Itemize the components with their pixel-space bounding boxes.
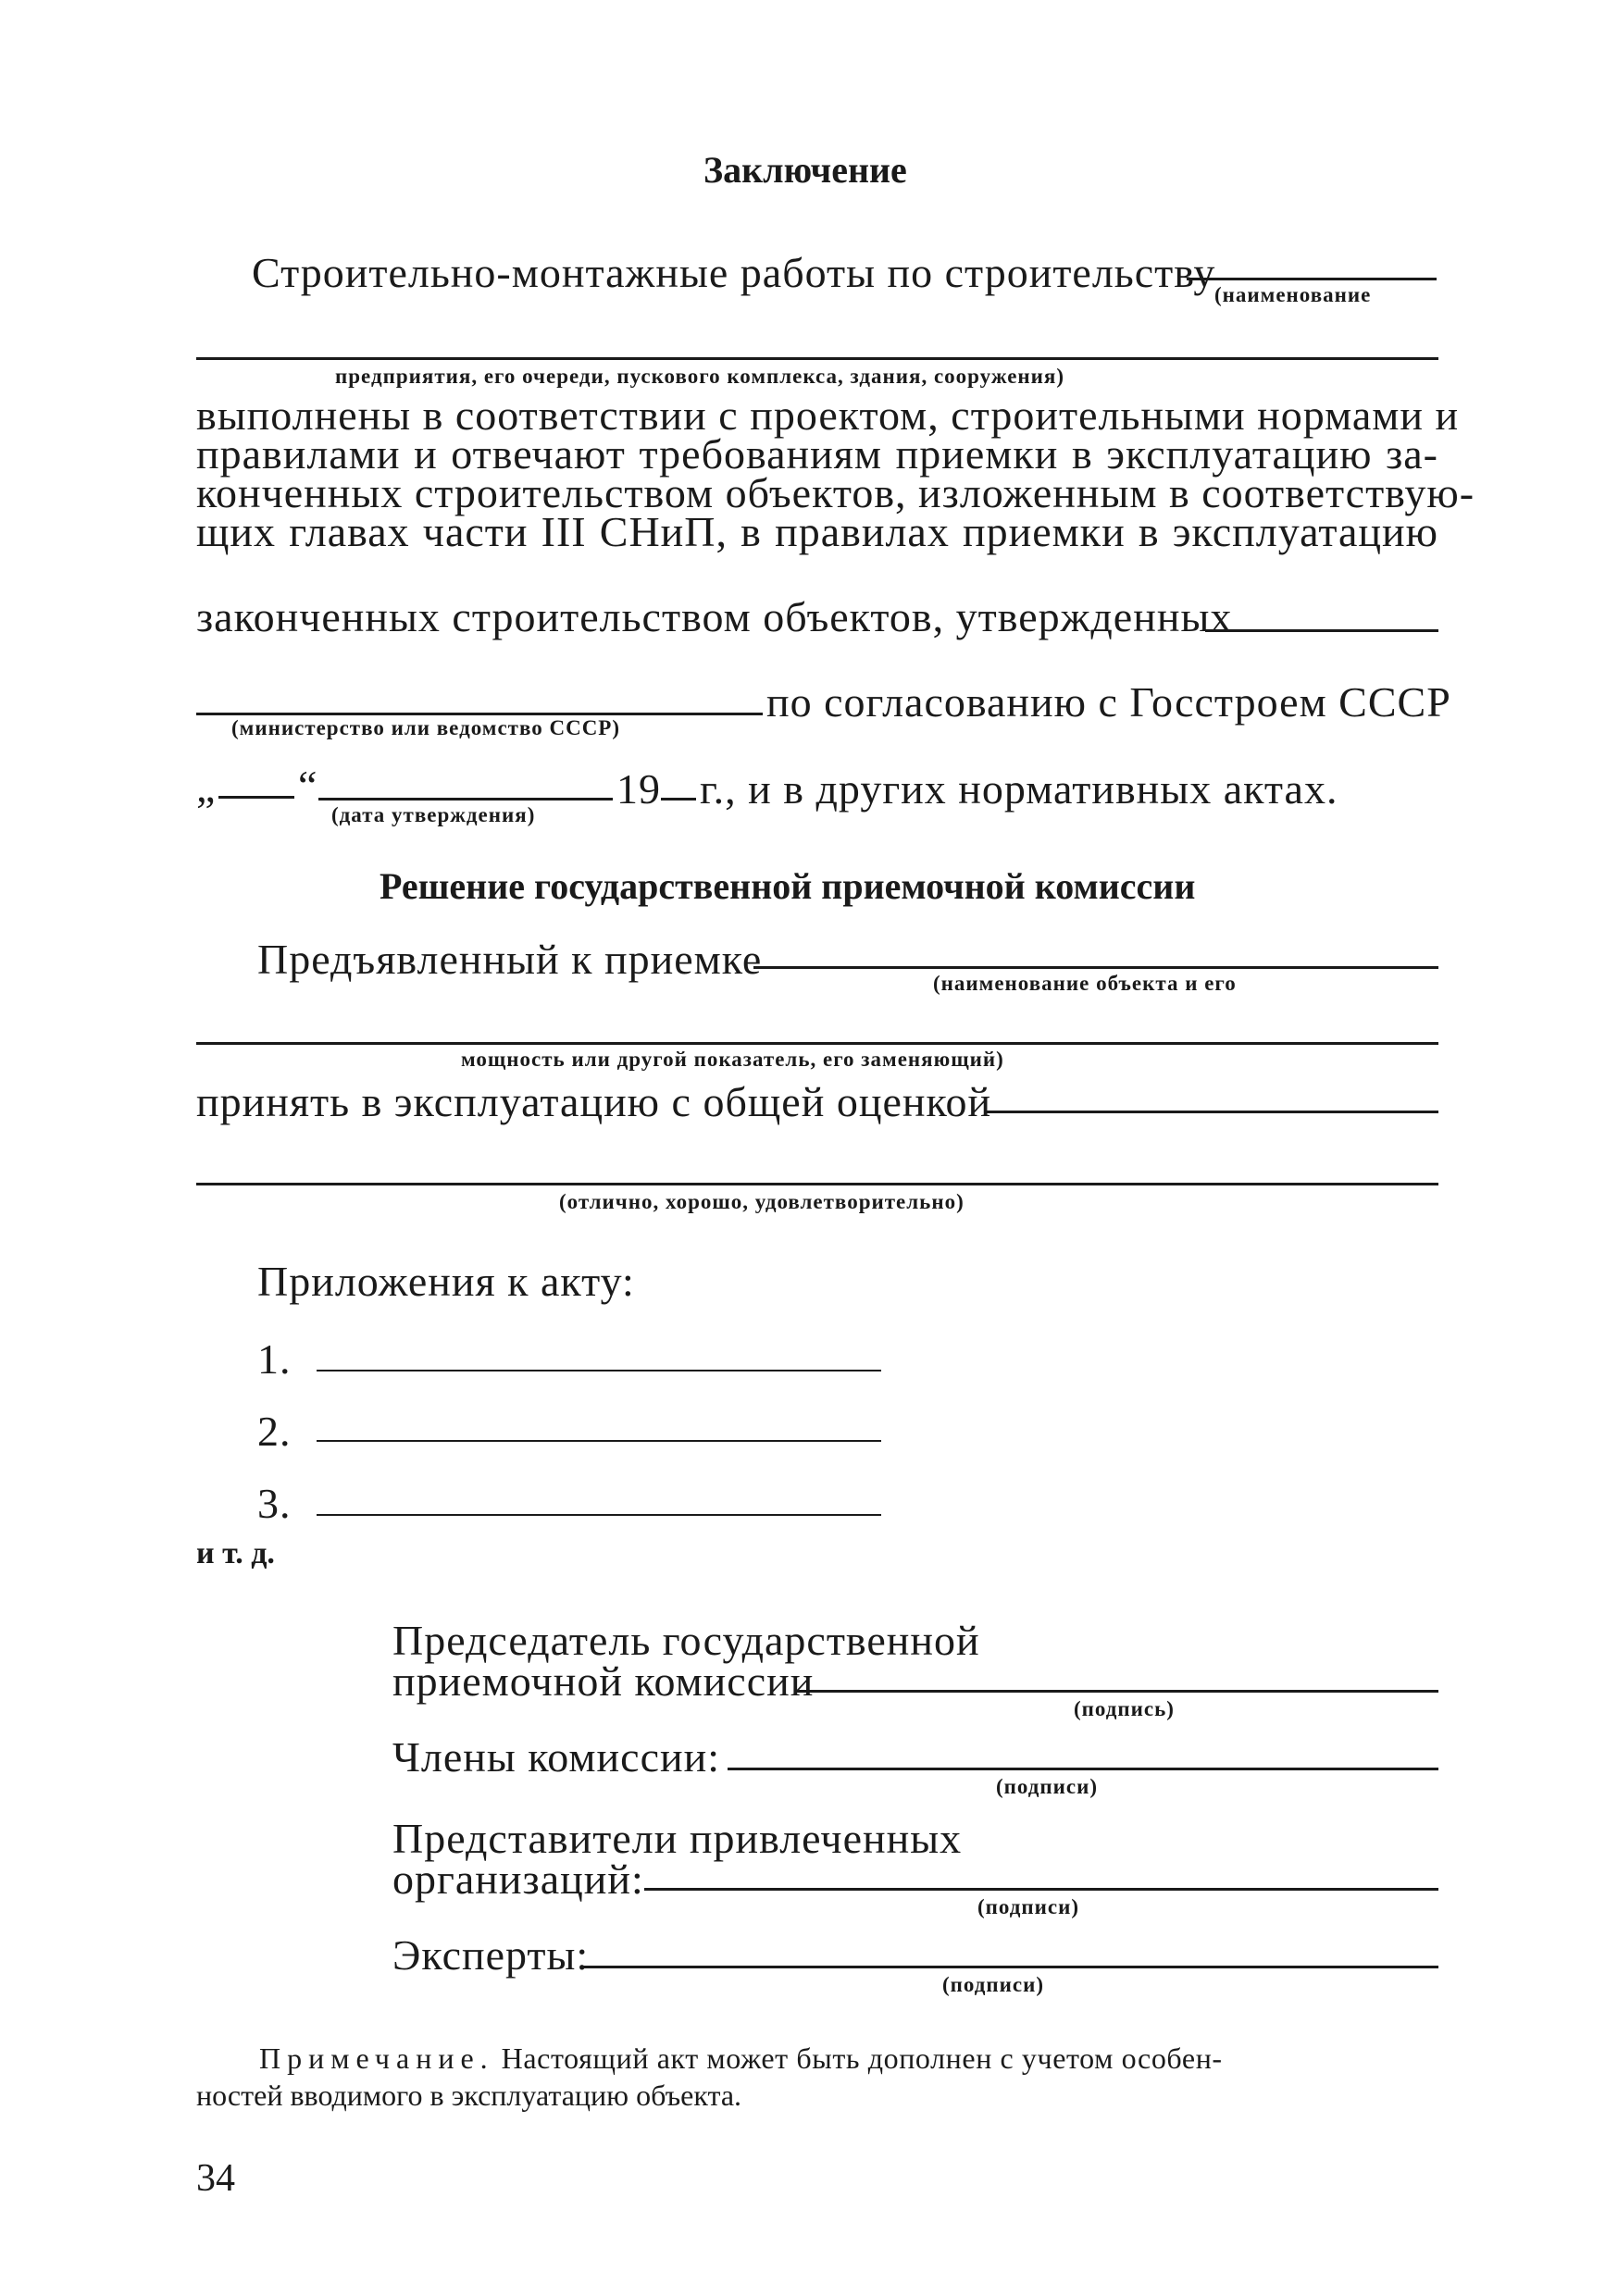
reps-signature-line bbox=[644, 1888, 1438, 1891]
object-caption: предприятия, его очереди, пускового комплекса, здания, сооружения) bbox=[335, 365, 1065, 388]
chairman-line-2: приемочной комиссии bbox=[392, 1657, 815, 1705]
date-year-line bbox=[661, 798, 696, 800]
reps-caption: (подписи) bbox=[977, 1895, 1080, 1918]
body-line-4: щих главах части III СНиП, в правилах приемки в эксплуатацию bbox=[196, 508, 1438, 555]
accept-text: принять в эксплуатацию с общей оценкой bbox=[196, 1078, 992, 1125]
grade-line-2 bbox=[196, 1183, 1438, 1185]
attachments-title: Приложения к акту: bbox=[257, 1258, 635, 1305]
gosstroy-text: по согласованию с Госстроем СССР bbox=[766, 678, 1451, 726]
note-line-1 bbox=[259, 2042, 1438, 2076]
grade-caption: (отлично, хорошо, удовлетворительно) bbox=[559, 1190, 965, 1213]
experts-signature-line bbox=[583, 1966, 1438, 1968]
attachment-3-line bbox=[317, 1514, 881, 1516]
experts-caption: (подписи) bbox=[942, 1973, 1045, 1996]
attachments-etc: и т. д. bbox=[196, 1536, 275, 1570]
intro-text: Строительно-монтажные работы по строительству bbox=[252, 249, 1216, 296]
page-number: 34 bbox=[196, 2157, 235, 2200]
intro-caption: (наименование bbox=[1214, 283, 1372, 306]
approved-text: законченных строительством объектов, утвержденных bbox=[196, 593, 1233, 640]
note-line-2: ностей вводимого в эксплуатацию объекта. bbox=[196, 2079, 742, 2112]
presented-text: Предъявленный к приемке bbox=[257, 936, 763, 983]
chairman-caption: (подпись) bbox=[1074, 1697, 1175, 1720]
attachment-2-number: 2. bbox=[257, 1408, 292, 1455]
members-caption: (подписи) bbox=[996, 1775, 1099, 1798]
body-line-3: конченных строительством объектов, изложенным в соответствую- bbox=[196, 469, 1475, 516]
date-close-quote: “ bbox=[298, 762, 318, 809]
attachment-2-line bbox=[317, 1440, 881, 1442]
date-month-line bbox=[318, 798, 613, 800]
members-label: Члены комиссии: bbox=[392, 1733, 721, 1781]
presented-caption: (наименование объекта и его bbox=[933, 972, 1237, 995]
ministry-line bbox=[196, 713, 763, 715]
conclusion-title: Заключение bbox=[703, 149, 907, 191]
date-caption: (дата утверждения) bbox=[331, 803, 536, 826]
date-year-suffix: г., и в других нормативных актах. bbox=[700, 765, 1338, 813]
note-text-1: Настоящий акт может быть дополнен с учетом особен- bbox=[501, 2042, 1223, 2075]
date-open-quote: „ bbox=[196, 763, 217, 811]
members-signature-line bbox=[728, 1768, 1438, 1770]
object-name-line-2 bbox=[196, 357, 1438, 360]
capacity-caption: мощность или другой показатель, его заменяющий) bbox=[461, 1048, 1004, 1071]
reps-line-1: Представители привлеченных bbox=[392, 1815, 963, 1862]
chairman-signature-line bbox=[794, 1690, 1438, 1693]
experts-label: Эксперты: bbox=[392, 1931, 590, 1979]
date-day-line bbox=[218, 796, 294, 799]
capacity-line bbox=[196, 1042, 1438, 1045]
note-label: Примечание. bbox=[259, 2042, 494, 2075]
body-line-1: выполнены в соответствии с проектом, строительными нормами и bbox=[196, 391, 1460, 439]
date-year: 19 bbox=[616, 765, 661, 813]
reps-line-2: организаций: bbox=[392, 1855, 644, 1903]
chairman-line-1: Председатель государственной bbox=[392, 1617, 980, 1664]
ministry-caption: (министерство или ведомство СССР) bbox=[231, 716, 621, 739]
object-name-line bbox=[1187, 278, 1437, 280]
attachment-3-number: 3. bbox=[257, 1480, 292, 1527]
presented-object-line bbox=[753, 966, 1438, 969]
grade-line-1 bbox=[985, 1111, 1438, 1113]
decision-title: Решение государственной приемочной комиссии bbox=[380, 865, 1196, 907]
approved-by-line bbox=[1205, 629, 1438, 632]
attachment-1-number: 1. bbox=[257, 1335, 292, 1383]
body-line-2: правилами и отвечают требованиям приемки в эксплуатацию за- bbox=[196, 430, 1438, 478]
attachment-1-line bbox=[317, 1370, 881, 1371]
